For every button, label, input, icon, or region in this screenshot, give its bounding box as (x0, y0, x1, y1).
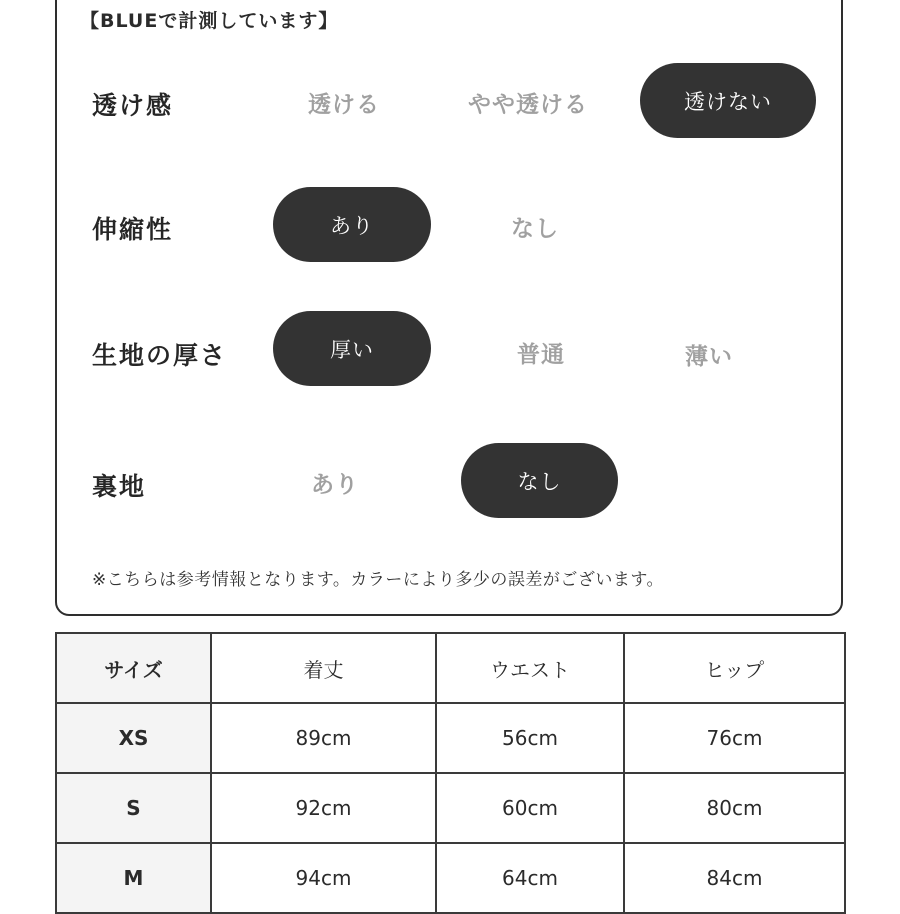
option-normal: 普通 (517, 341, 565, 368)
option-lining-yes: あり (311, 471, 359, 498)
table-row (56, 843, 845, 913)
attribute-label-transparency: 透け感 (92, 91, 174, 120)
hip-cell: 80cm (624, 773, 845, 843)
option-not-transparent-selected: 透けない (640, 63, 816, 138)
option-slightly-transparent: やや透ける (468, 91, 588, 118)
option-thin: 薄い (685, 343, 733, 370)
hip-cell: 84cm (624, 843, 845, 913)
length-cell: 94cm (211, 843, 436, 913)
header-size: サイズ (56, 633, 211, 703)
hip-cell: 76cm (624, 703, 845, 773)
size-cell: M (56, 843, 211, 913)
option-stretch-no: なし (511, 215, 559, 242)
option-lining-no-selected: なし (461, 443, 618, 518)
option-stretch-yes-selected: あり (273, 187, 431, 262)
table-row (56, 703, 845, 773)
waist-cell: 56cm (436, 703, 624, 773)
size-table-header-row (56, 633, 845, 703)
attribute-label-fabric-thickness: 生地の厚さ (92, 341, 228, 370)
header-hip: ヒップ (624, 633, 845, 703)
length-cell: 89cm (211, 703, 436, 773)
attribute-label-lining: 裏地 (92, 472, 147, 501)
header-waist: ウエスト (436, 633, 624, 703)
size-cell: S (56, 773, 211, 843)
waist-cell: 60cm (436, 773, 624, 843)
attribute-label-stretch: 伸縮性 (92, 215, 174, 244)
measurement-note-heading: 【BLUEで計測しています】 (80, 10, 339, 32)
size-cell: XS (56, 703, 211, 773)
header-length: 着丈 (211, 633, 436, 703)
option-transparent: 透ける (308, 91, 380, 118)
table-row (56, 773, 845, 843)
reference-note: ※こちらは参考情報となります。カラーにより多少の誤差がございます。 (92, 570, 665, 590)
option-thick-selected: 厚い (273, 311, 431, 386)
waist-cell: 64cm (436, 843, 624, 913)
size-table (55, 632, 846, 914)
length-cell: 92cm (211, 773, 436, 843)
